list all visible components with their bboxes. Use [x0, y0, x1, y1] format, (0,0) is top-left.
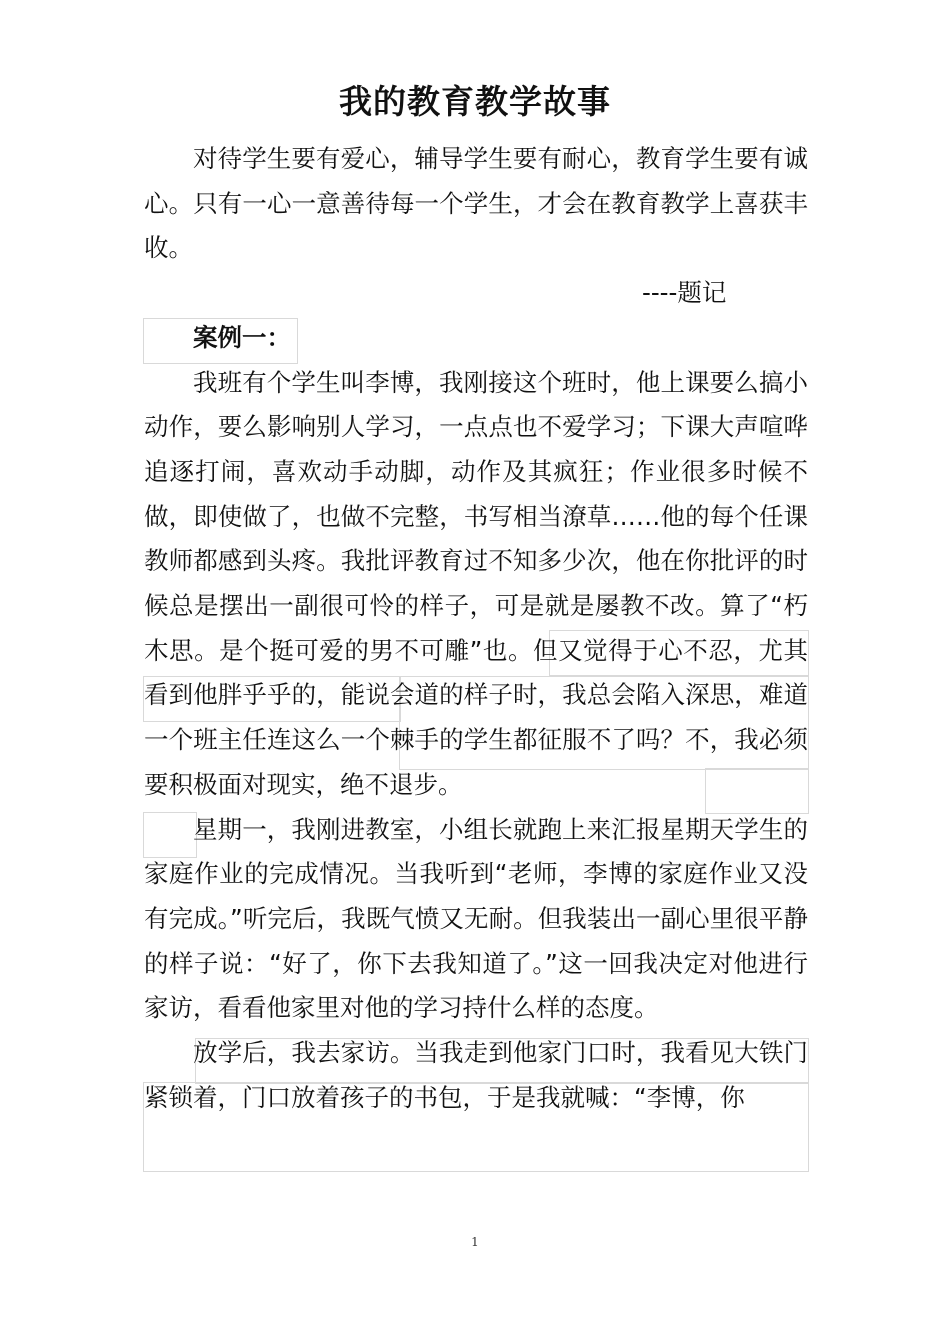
body-paragraph: 我班有个学生叫李博，我刚接这个班时，他上课要么搞小动作，要么影响别人学习，一点点也不爱学习；下课大声喧哗追逐打闹，喜欢动手动脚，动作及其疯狂；作业很多时候不做，即使做了，也做不完整，书写相当潦草……他的每个任课教师都感到头疼。我批评教育过不知多少次，他在你批评的时候总是摆出一副很可怜的样子，可是就是屡教不改。算了“朽木思。是个挺可爱的男不可雕”也。但又觉得于心不忍，尤其看到他胖乎乎的，能说会道的样子时，我总会陷入深思，难道一个班主任连这么一个棘手的学生都征服不了吗？不，我必须要积极面对现实，绝不退步。	[144, 367, 808, 799]
page-number: 1	[471, 1235, 479, 1249]
document-title: 我的教育教学故事	[339, 82, 611, 121]
epigraph-paragraph: 对待学生要有爱心，辅导学生要有耐心，教育学生要有诚心。只有一心一意善待每一个学生，才会在教育教学上喜获丰收。	[144, 144, 808, 263]
body-paragraph: 星期一，我刚进教室，小组长就跑上来汇报星期天学生的家庭作业的完成情况。当我听到“老师，李博的家庭作业又没有完成。”听完后，我既气愤又无耐。但我装出一副心里很平静的样子说：“好了，你下去我知道了。”这一回我决定对他进行家访，看看他家里对他的学习持什么样的态度。	[144, 814, 808, 1023]
body-paragraph: 放学后，我去家访。当我走到他家门口时，我看见大铁门紧锁着，门口放着孩子的书包，于是我就喊：“李博，你	[144, 1038, 808, 1112]
epigraph-signature: ----题记	[642, 278, 727, 308]
case-heading: 案例一：	[193, 322, 291, 352]
document-body	[144, 137, 808, 1120]
